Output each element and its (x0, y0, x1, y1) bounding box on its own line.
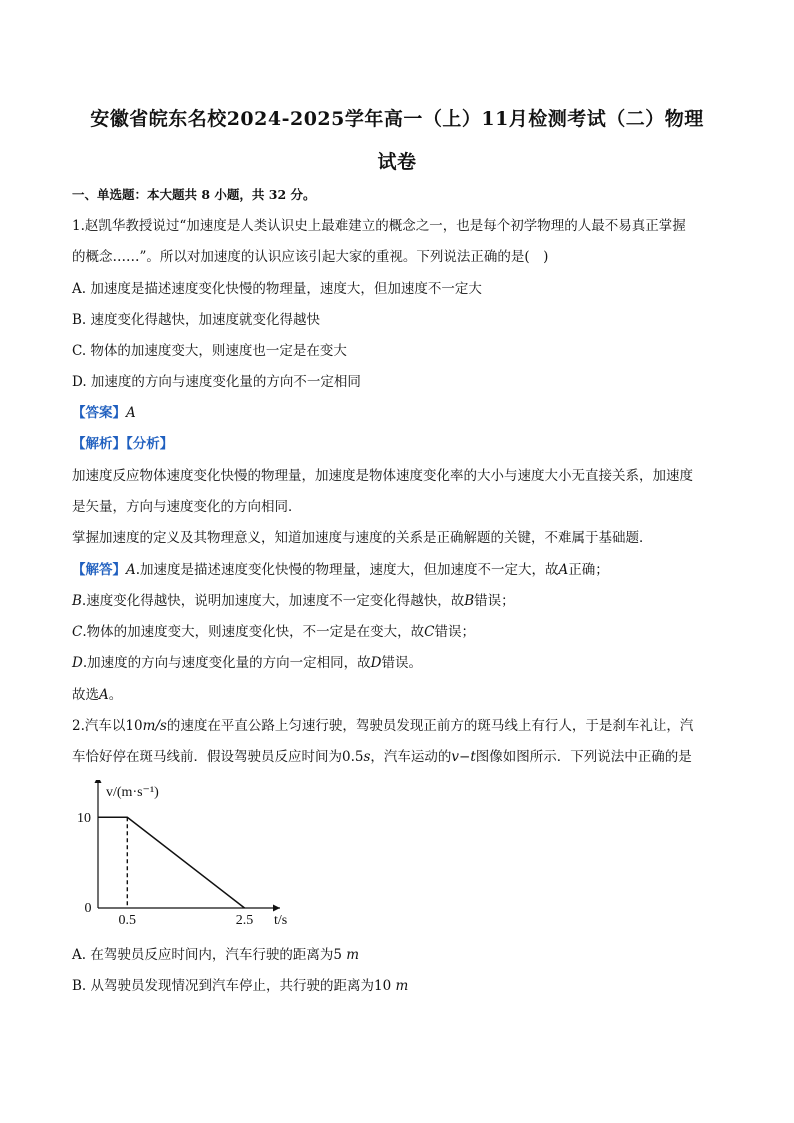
origin-label: 0 (84, 901, 92, 916)
vt-series-line (98, 817, 245, 908)
q1-solution-line-4: D.加速度的方向与速度变化量的方向一定相同，故D错误。 (72, 655, 422, 671)
q1-solution-line-3: C.物体的加速度变大，则速度变化快，不一定是在变大，故C错误； (72, 624, 475, 640)
q1-option-a: A. 加速度是描述速度变化快慢的物理量，速度大，但加速度不一定大 (72, 281, 482, 297)
q1-answer (72, 404, 136, 422)
q2-stem-line-1: 2.汽车以10m/s的速度在平直公路上匀速行驶，驾驶员发现正前方的斑马线上有行人，于是刹车礼让，汽 (72, 718, 694, 734)
q1-stem-line-2: 的概念……”。所以对加速度的认识应该引起大家的重视。下列说法正确的是( ) (72, 249, 549, 265)
q1-analysis-line-1: 加速度反应物体速度变化快慢的物理量，加速度是物体速度变化率的大小与速度大小无直接关系，加速度 (72, 468, 693, 484)
analysis-tag: 【解析】【分析】 (72, 436, 174, 452)
y-axis-label: v/(m·s⁻¹) (106, 785, 159, 800)
q2-option-a: A. 在驾驶员反应时间内，汽车行驶的距离为5 m (72, 947, 360, 963)
solution-tag: 【解答】 (72, 562, 126, 578)
q1-option-c: C. 物体的加速度变大，则速度也一定是在变大 (72, 343, 347, 359)
q2-stem-line-2: 车恰好停在斑马线前．假设驾驶员反应时间为0.5s，汽车运动的v−t图像如图所示．下列说法中正确的是 (72, 749, 692, 765)
x-tick-label: 2.5 (235, 913, 254, 928)
page-title: 安徽省皖东名校2024-2025学年高一（上）11月检测考试（二）物理 (90, 108, 704, 130)
vt-graph (68, 780, 288, 930)
y-tick-label: 10 (77, 811, 91, 827)
q1-option-d: D. 加速度的方向与速度变化量的方向不一定相同 (72, 374, 361, 390)
q1-analysis-line-3: 掌握加速度的定义及其物理意义，知道加速度与速度的关系是正确解题的关键，不难属于基础题． (72, 530, 653, 546)
q1-choice: 故选A。 (72, 687, 123, 703)
q1-solution-line-1: 【解答】A.加速度是描述速度变化快慢的物理量，速度大，但加速度不一定大，故A正确； (72, 562, 609, 578)
q1-analysis-line-2: 是矢量，方向与速度变化的方向相同． (72, 499, 302, 515)
q1-analysis-header (72, 435, 173, 453)
answer-value: A (126, 405, 136, 421)
x-tick-label: 0.5 (118, 913, 137, 928)
section-header: 一、单选题：本大题共 8 小题，共 32 分。 (72, 187, 316, 202)
x-axis-label: t/s (274, 913, 288, 928)
q2-option-b: B. 从驾驶员发现情况到汽车停止，共行驶的距离为10 m (72, 978, 409, 994)
page-title-continued: 试卷 (377, 151, 417, 173)
answer-tag: 【答案】 (72, 405, 126, 421)
q1-solution-line-2: B.速度变化得越快，说明加速度大，加速度不一定变化得越快，故B错误； (72, 593, 515, 609)
q1-option-b: B. 速度变化得越快，加速度就变化得越快 (72, 312, 321, 328)
q1-stem-line-1: 1.赵凯华教授说过“加速度是人类认识史上最难建立的概念之一，也是每个初学物理的人最不易真正掌握 (72, 218, 686, 234)
